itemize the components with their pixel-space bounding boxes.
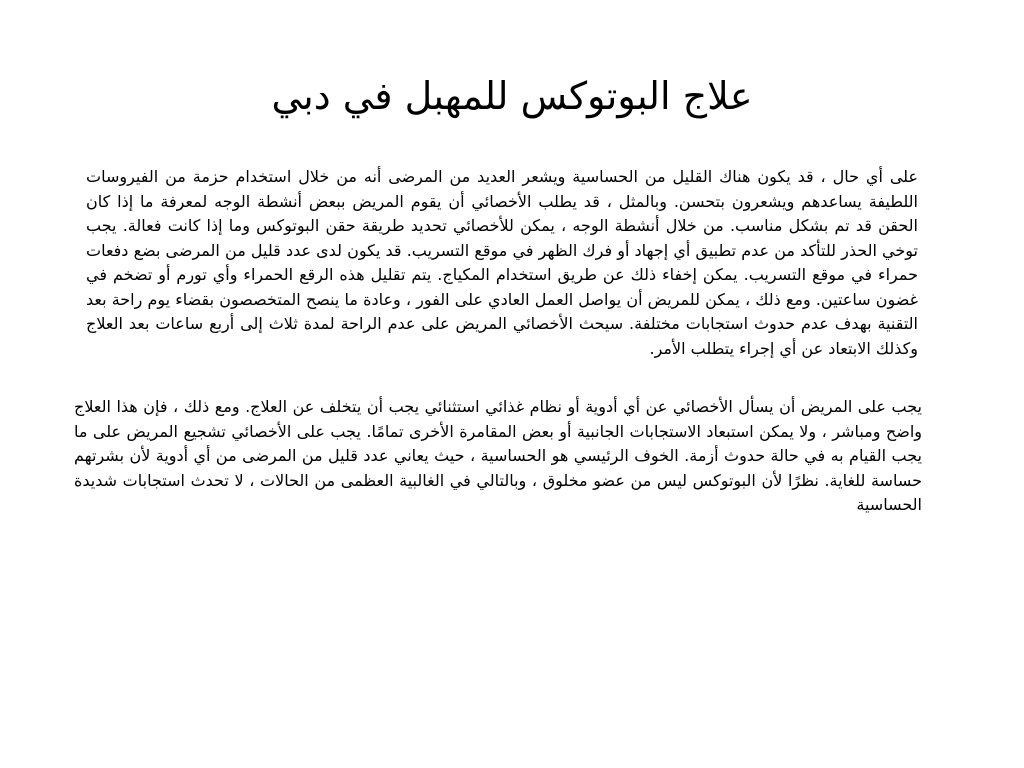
slide-body [74,165,922,518]
slide-title: علاج البوتوكس للمهبل في دبي [271,74,753,118]
paragraph-aftercare: على أي حال ، قد يكون هناك القليل من الحساسية ويشعر العديد من المرضى أنه من خلال استخدام حزمة من الفيروسات اللطيفة يساعدهم ويشعرون بتحسن. وبالمثل ، قد يطلب الأخصائي أن يقوم المريض ببعض أنشطة الوجه لمعرفة ما إذا كان الحقن قد تم بشكل مناسب. من خلال أنشطة الوجه ، يمكن للأخصائي تحديد طريقة حقن البوتوكس وما إذا كانت فعالة. يجب توخي الحذر للتأكد من عدم تطبيق أي إجهاد أو فرك الظهر في موقع التسريب. قد يكون لدى عدد قليل من المرضى بضع دفعات حمراء في موقع التسريب. يمكن إخفاء ذلك عن طريق استخدام المكياج. يتم تقليل هذه الرقع الحمراء وأي تورم أو تضخم في غضون ساعتين. ومع ذلك ، يمكن للمريض أن يواصل العمل العادي على الفور ، وعادة ما ينصح المتخصصون بقضاء يوم راحة بعد التقنية بهدف عدم حدوث استجابات مختلفة. سيحث الأخصائي المريض على عدم الراحة لمدة ثلاث إلى أربع ساعات بعد العلاج وكذلك الابتعاد عن أي إجراء يتطلب الأمر. [86,167,918,358]
paragraph-precautions: يجب على المريض أن يسأل الأخصائي عن أي أدوية أو نظام غذائي استثنائي يجب أن يتخلف عن العلاج. ومع ذلك ، فإن هذا العلاج واضح ومباشر ، ولا يمكن استبعاد الاستجابات الجانبية أو بعض المقامرة الأخرى تمامًا. يجب على الأخصائي تشجيع المريض على ما يجب القيام به في حالة حدوث أزمة. الخوف الرئيسي هو الحساسية ، حيث يعاني عدد قليل من المرضى من أي أدوية لأن بشرتهم حساسة للغاية. نظرًا لأن البوتوكس ليس من عضو مخلوق ، وبالتالي في الغالبية العظمى من الحالات ، لا تحدث استجابات شديدة الحساسية [74,397,922,514]
